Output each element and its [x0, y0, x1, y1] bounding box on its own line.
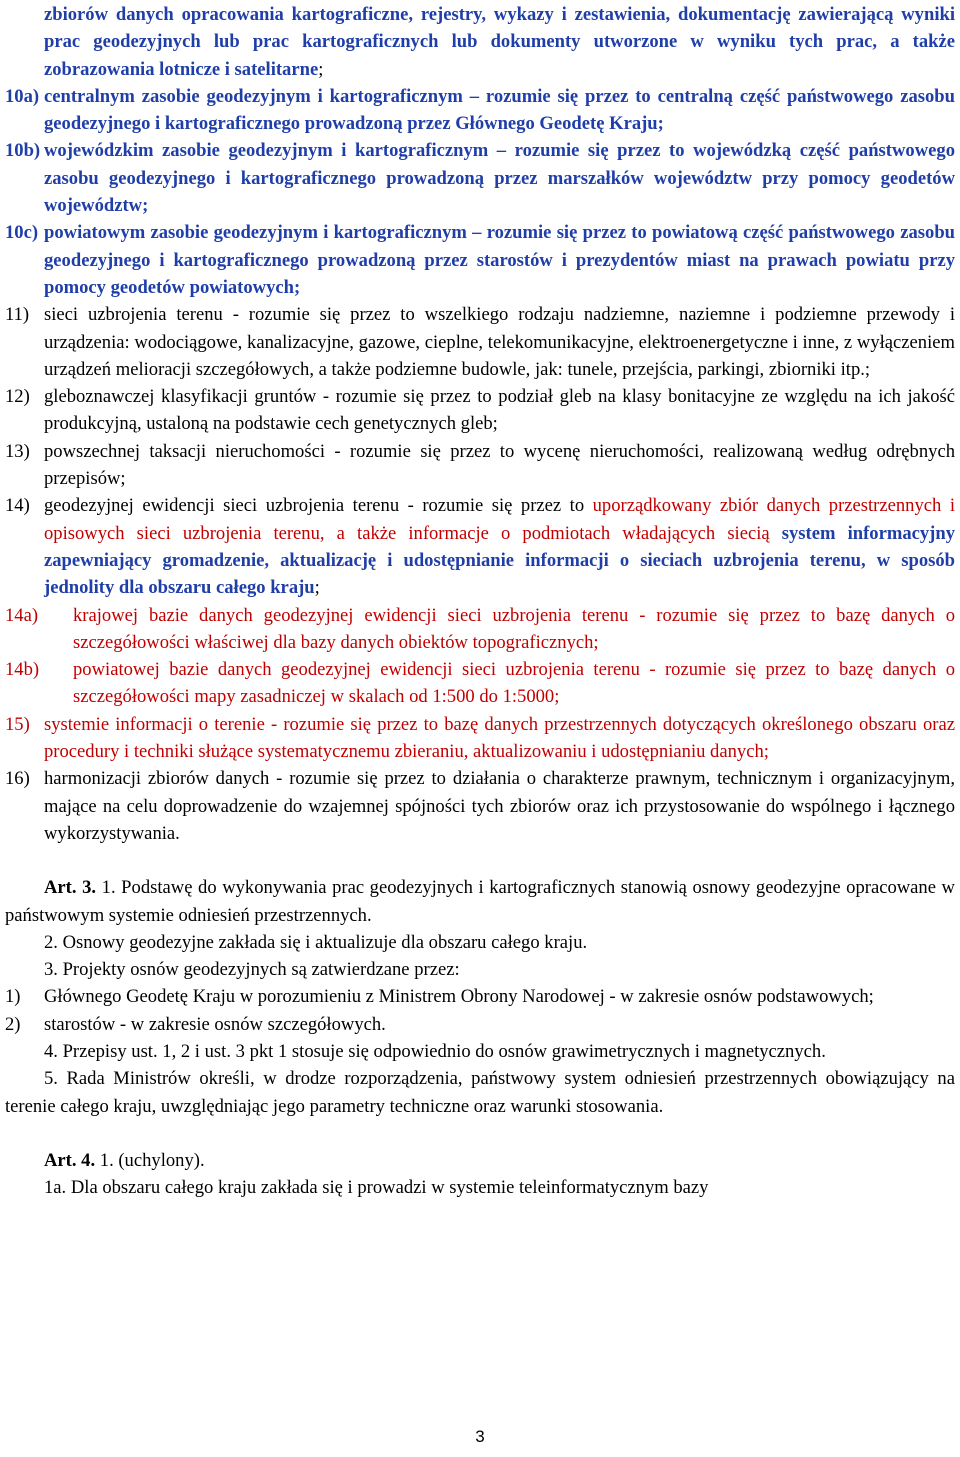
definition-text: powszechnej taksacji nieruchomości - rozumie się przez to wycenę nieruchomości, realizowaną według odrębnych przepisów; [44, 440, 955, 490]
definition-number: 16) [5, 768, 30, 790]
definition-text: harmonizacji zbiorów danych - rozumie się przez to działania o charakterze prawnym, technicznym i organizacyjnym, mające na celu doprowadzenie do wzajemnej spójności tych zbiorów oraz ich przystosowanie do wspólnego i łącznego wykorzystywania. [44, 768, 955, 844]
definition-10-tail: ; [318, 58, 324, 80]
definition-text [44, 492, 955, 601]
item-number: 1) [5, 986, 21, 1008]
definition-14 [5, 492, 955, 601]
definition-text: centralnym zasobie geodezyjnym i kartograficznym – rozumie się przez to centralną część państwowego zasobu geodezyjnego i kartograficznego prowadzoną przez Głównego Geodetę Kraju; [44, 85, 955, 135]
page-number: 3 [475, 1427, 485, 1446]
article-3-paragraph-5: 5. Rada Ministrów określi, w drodze rozporządzenia, państwowy system odniesień przestrzennych obowiązujący na terenie całego kraju, uwzględniając jego parametry techniczne oraz warunki stosowania. [5, 1068, 955, 1117]
article-4-heading: Art. 4. [44, 1149, 96, 1171]
definition-text: wojewódzkim zasobie geodezyjnym i kartograficznym – rozumie się przez to wojewódzką część państwowego zasobu geodezyjnego i kartograficznego prowadzoną przez marszałków województw przy pomocy geodetów województw; [44, 140, 955, 217]
definition-10-continuation [5, 1, 955, 83]
spacer [5, 1120, 955, 1147]
definition-text: gleboznawczej klasyfikacji gruntów - rozumie się przez to podział gleb na klasy bonitacyjne ze względu na ich jakość produkcyjną, ustaloną na podstawie cech genetycznych gleb; [44, 386, 955, 435]
definition-14-struck-text: uporządkowany zbiór danych przestrzennych i opisowych sieci uzbrojenia terenu, a także informacje o podmiotach władających siecią [44, 495, 955, 544]
definition-number: 13) [5, 440, 30, 462]
definition-text: sieci uzbrojenia terenu - rozumie się przez to wszelkiego rodzaju nadziemne, naziemne i podziemne przewody i urządzenia: wodociągowe, kanalizacyjne, gazowe, cieplne, telekomunikacyjne, elektroenergetyczne i inne, z wyłączeniem urządzeń melioracji szczegółowych, a także podziemne budowle, jak: tunele, przejścia, parkingi, zbiorniki itp.; [44, 304, 955, 380]
definition-14-plain: geodezyjnej ewidencji sieci uzbrojenia terenu - rozumie się przez to [44, 495, 593, 517]
definition-number: 12) [5, 386, 30, 408]
article-3-item-2 [5, 1011, 955, 1038]
definition-number: 14a) [5, 604, 39, 626]
definition-number: 11) [5, 304, 30, 326]
definition-14-amended-text: system informacyjny zapewniający gromadzenie, aktualizację i udostępnianie informacji o sieciach uzbrojenia terenu, w sposób jednolity dla obszaru całego kraju [44, 522, 955, 599]
article-3-paragraph-3: 3. Projekty osnów geodezyjnych są zatwierdzane przez: [44, 959, 460, 981]
definition-number: 14b) [5, 659, 40, 681]
article-4-paragraph-1 [5, 1147, 955, 1174]
definition-text: powiatowym zasobie geodezyjnym i kartograficznym – rozumie się przez to powiatową część państwowego zasobu geodezyjnego i kartograficznego prowadzoną przez starostów i prezydentów miast na prawach powiatu przy pomocy geodetów powiatowych; [44, 222, 955, 298]
definition-15 [5, 711, 955, 766]
definition-13 [5, 438, 955, 493]
definition-10-text: zbiorów danych opracowania kartograficzne, rejestry, wykazy i zestawienia, dokumentację zawierającą wyniki prac geodezyjnych lub prac kartograficznych lub dokumenty utworzone w wyniku tych prac, a także zobrazowania lotnicze i satelitarne [44, 4, 955, 80]
spacer [5, 847, 955, 874]
definition-number: 15) [5, 713, 30, 735]
article-3-item-1 [5, 983, 955, 1010]
definition-10b [5, 137, 955, 219]
definition-16 [5, 765, 955, 847]
definition-number: 14) [5, 495, 30, 517]
document-page [5, 1, 955, 1201]
definition-10a [5, 83, 955, 138]
definition-14-tail: ; [314, 577, 320, 599]
definition-number: 10c) [5, 222, 39, 244]
article-3-paragraph-2: 2. Osnowy geodezyjne zakłada się i aktualizuje dla obszaru całego kraju. [44, 931, 588, 953]
paragraph-text: 1. (uchylony). [95, 1149, 205, 1171]
definition-14b [5, 656, 955, 711]
definition-text: systemie informacji o terenie - rozumie się przez to bazę danych przestrzennych dotyczących określonego obszaru oraz procedury i techniki służące systematycznemu zbieraniu, aktualizowaniu i udostępnianiu danych; [44, 713, 955, 763]
item-number: 2) [5, 1013, 21, 1035]
definition-11 [5, 301, 955, 383]
definition-10c [5, 219, 955, 301]
article-3-heading: Art. 3. [44, 877, 97, 899]
item-text: starostów - w zakresie osnów szczegółowych. [44, 1013, 386, 1035]
article-3-paragraph-4: 4. Przepisy ust. 1, 2 i ust. 3 pkt 1 stosuje się odpowiednio do osnów grawimetrycznych i magnetycznych. [44, 1040, 826, 1062]
definition-number: 10b) [5, 140, 41, 162]
item-text: Głównego Geodetę Kraju w porozumieniu z Ministrem Obrony Narodowej - w zakresie osnów podstawowych; [44, 986, 874, 1008]
definition-14a [5, 602, 955, 657]
article-4-paragraph-1a: 1a. Dla obszaru całego kraju zakłada się i prowadzi w systemie teleinformatycznym bazy [44, 1177, 709, 1199]
definition-number: 10a) [5, 85, 40, 107]
paragraph-text: 1. Podstawę do wykonywania prac geodezyjnych i kartograficznych stanowią osnowy geodezyjne opracowane w państwowym systemie odniesień przestrzennych. [5, 877, 955, 926]
definition-text: powiatowej bazie danych geodezyjnej ewidencji sieci uzbrojenia terenu - rozumie się przez to bazę danych o szczegółowości mapy zasadniczej w skalach od 1:500 do 1:5000; [73, 659, 955, 708]
definition-12 [5, 383, 955, 438]
article-3-paragraph-1 [5, 874, 955, 929]
definition-text: krajowej bazie danych geodezyjnej ewidencji sieci uzbrojenia terenu - rozumie się przez to bazę danych o szczegółowości właściwej dla bazy danych obiektów topograficznych; [73, 604, 955, 653]
